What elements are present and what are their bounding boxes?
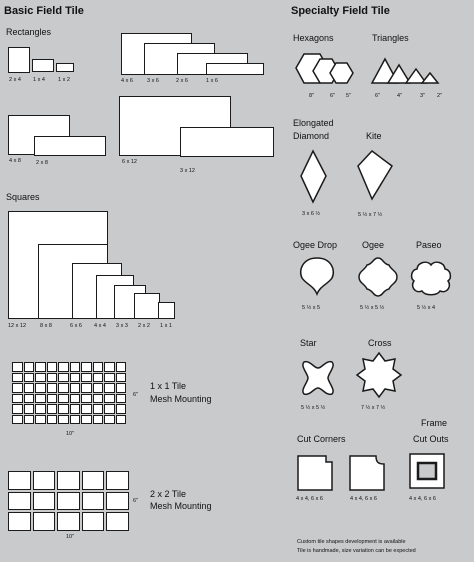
mesh-tile (106, 492, 129, 511)
mesh-tile (116, 362, 127, 372)
frame-cut-outs-title-line2: Cut Outs (413, 434, 449, 444)
mesh-tile (116, 415, 127, 425)
mesh-tile (81, 415, 92, 425)
rect-label-4x6: 4 x 6 (121, 78, 133, 84)
cut-corner-tile-2 (348, 454, 388, 494)
mesh-tile (81, 362, 92, 372)
paseo-title: Paseo (416, 240, 442, 250)
mesh-tile (70, 373, 81, 383)
mesh-tile (12, 404, 23, 414)
frame-cut-outs-title-line1: Frame (421, 418, 448, 428)
triangle-2in (422, 73, 438, 83)
cross-shape (355, 351, 403, 399)
mesh-2x2-subtitle: Mesh Mounting (150, 501, 212, 511)
mesh-tile (24, 394, 35, 404)
hexagon-label-8: 8" (309, 93, 315, 99)
elongated-diamond-label: 3 x 6 ½ (302, 211, 321, 217)
ogee-drop-title: Ogee Drop (293, 240, 338, 250)
mesh-tile (104, 415, 115, 425)
mesh-tile (12, 383, 23, 393)
mesh-tile (24, 362, 35, 372)
rect-tile-1x6 (206, 63, 264, 75)
mesh-tile (93, 373, 104, 383)
rect-label-6x12: 6 x 12 (122, 159, 137, 165)
mesh-2x2-grid (8, 471, 130, 531)
star-title: Star (300, 338, 317, 348)
mesh-tile (116, 404, 127, 414)
mesh-tile (47, 394, 58, 404)
mesh-tile (35, 362, 46, 372)
specialty-field-tile-title: Specialty Field Tile (291, 5, 390, 17)
elongated-diamond-title-line1: Elongated (293, 118, 334, 128)
triangle-label-4: 4" (397, 93, 403, 99)
square-label-2x2: 2 x 2 (138, 323, 150, 329)
square-label-6x6: 6 x 6 (70, 323, 82, 329)
kite-shape (356, 150, 396, 202)
mesh-tile (47, 415, 58, 425)
mesh-tile (93, 362, 104, 372)
rect-label-1x4: 1 x 4 (33, 77, 45, 83)
note-custom-shapes: Custom tile shapes development is available (297, 539, 406, 545)
mesh-tile (58, 373, 69, 383)
mesh-tile (58, 404, 69, 414)
mesh-tile (116, 394, 127, 404)
rect-label-3x12: 3 x 12 (180, 168, 195, 174)
cut-corners-label-1: 4 x 4, 6 x 6 (296, 496, 323, 502)
mesh-tile (58, 415, 69, 425)
mesh-tile (93, 394, 104, 404)
mesh-tile (35, 404, 46, 414)
square-label-12x12: 12 x 12 (8, 323, 27, 329)
cut-corners-label-2: 4 x 4, 6 x 6 (350, 496, 377, 502)
mesh-tile (8, 492, 31, 511)
mesh-tile (81, 394, 92, 404)
mesh-tile (70, 362, 81, 372)
mesh-tile (47, 404, 58, 414)
mesh-tile (35, 394, 46, 404)
mesh-tile (81, 373, 92, 383)
mesh-tile (33, 492, 56, 511)
mesh-tile (8, 512, 31, 531)
mesh-tile (35, 373, 46, 383)
mesh-1x1-grid (12, 362, 130, 428)
mesh-tile (81, 383, 92, 393)
mesh-tile (116, 373, 127, 383)
rect-label-3x6: 3 x 6 (147, 78, 159, 84)
rect-label-4x8: 4 x 8 (9, 158, 21, 164)
mesh-tile (93, 415, 104, 425)
basic-field-tile-title: Basic Field Tile (4, 5, 84, 17)
elongated-diamond-title-line2: Diamond (293, 131, 330, 141)
ogee-drop-label: 5 ½ x 5 (302, 305, 321, 311)
mesh-tile (106, 512, 129, 531)
kite-title: Kite (366, 131, 382, 141)
mesh-tile (82, 512, 105, 531)
mesh-1x1-height-label: 6" (133, 392, 139, 398)
mesh-2x2-width-label: 10" (66, 534, 75, 540)
square-tile-1x1 (158, 302, 175, 319)
mesh-tile (12, 394, 23, 404)
cross-title: Cross (368, 338, 392, 348)
mesh-tile (104, 373, 115, 383)
rect-label-2x4: 2 x 4 (9, 77, 21, 83)
mesh-1x1-subtitle: Mesh Mounting (150, 394, 212, 404)
mesh-tile (33, 512, 56, 531)
mesh-tile (93, 383, 104, 393)
triangles-title: Triangles (372, 33, 409, 43)
mesh-tile (82, 471, 105, 490)
cut-corners-title: Cut Corners (297, 434, 346, 444)
mesh-tile (35, 415, 46, 425)
rect-label-2x6: 2 x 6 (176, 78, 188, 84)
ogee-title: Ogee (362, 240, 385, 250)
star-label: 5 ½ x 5 ½ (301, 405, 326, 411)
mesh-tile (8, 471, 31, 490)
squares-title: Squares (6, 192, 40, 202)
mesh-tile (47, 362, 58, 372)
rectangles-title: Rectangles (6, 27, 52, 37)
elongated-diamond-shape (300, 150, 328, 206)
mesh-1x1-title: 1 x 1 Tile (150, 381, 187, 391)
triangle-label-6: 6" (375, 93, 381, 99)
mesh-tile (24, 383, 35, 393)
mesh-tile (116, 383, 127, 393)
rect-label-1x2: 1 x 2 (58, 77, 70, 83)
mesh-tile (104, 383, 115, 393)
frame-cut-out-tile (408, 452, 448, 492)
square-tile-2x2 (134, 293, 160, 319)
mesh-tile (47, 383, 58, 393)
mesh-2x2-title: 2 x 2 Tile (150, 489, 187, 499)
mesh-tile (70, 404, 81, 414)
rect-label-1x6: 1 x 6 (206, 78, 218, 84)
kite-label: 5 ½ x 7 ½ (358, 212, 383, 218)
mesh-tile (106, 471, 129, 490)
triangle-label-2: 2" (437, 93, 443, 99)
hexagon-label-5: 5" (346, 93, 352, 99)
mesh-tile (70, 415, 81, 425)
square-label-3x3: 3 x 3 (116, 323, 128, 329)
mesh-1x1-width-label: 10" (66, 431, 75, 437)
mesh-2x2-height-label: 6" (133, 498, 139, 504)
rect-tile-1x4 (32, 59, 54, 72)
paseo-label: 5 ½ x 4 (417, 305, 436, 311)
mesh-tile (57, 512, 80, 531)
triangle-label-3: 3" (420, 93, 426, 99)
mesh-tile (47, 373, 58, 383)
frame-cut-outs-label: 4 x 4, 6 x 6 (409, 496, 436, 502)
mesh-tile (104, 362, 115, 372)
mesh-tile (70, 394, 81, 404)
mesh-tile (58, 383, 69, 393)
mesh-tile (12, 362, 23, 372)
hexagon-5in (330, 63, 353, 83)
mesh-tile (12, 415, 23, 425)
mesh-tile (24, 404, 35, 414)
hexagon-group (296, 50, 362, 90)
rect-tile-2x8 (34, 136, 106, 156)
square-label-8x8: 8 x 8 (40, 323, 52, 329)
mesh-tile (33, 471, 56, 490)
note-handmade: Tile is handmade, size variation can be expected (297, 548, 416, 554)
mesh-tile (104, 404, 115, 414)
triangle-group (370, 55, 450, 87)
hexagon-label-6: 6" (330, 93, 336, 99)
cut-corner-tile-1 (296, 454, 336, 494)
star-shape (298, 358, 338, 398)
mesh-tile (58, 394, 69, 404)
mesh-tile (24, 415, 35, 425)
ogee-label: 5 ½ x 5 ½ (360, 305, 385, 311)
mesh-tile (104, 394, 115, 404)
rect-tile-3x12 (180, 127, 274, 157)
square-label-4x4: 4 x 4 (94, 323, 106, 329)
mesh-tile (57, 471, 80, 490)
ogee-drop-shape (298, 256, 336, 296)
hexagons-title: Hexagons (293, 33, 334, 43)
ogee-shape (357, 256, 399, 298)
mesh-tile (58, 362, 69, 372)
mesh-tile (82, 492, 105, 511)
mesh-tile (81, 404, 92, 414)
mesh-tile (70, 383, 81, 393)
square-label-1x1: 1 x 1 (160, 323, 172, 329)
rect-label-2x8: 2 x 8 (36, 160, 48, 166)
mesh-tile (35, 383, 46, 393)
mesh-tile (24, 373, 35, 383)
mesh-tile (93, 404, 104, 414)
rect-tile-2x4 (8, 47, 30, 73)
paseo-shape (410, 260, 452, 296)
mesh-tile (57, 492, 80, 511)
rect-tile-1x2 (56, 63, 74, 72)
cross-label: 7 ½ x 7 ½ (361, 405, 386, 411)
mesh-tile (12, 373, 23, 383)
